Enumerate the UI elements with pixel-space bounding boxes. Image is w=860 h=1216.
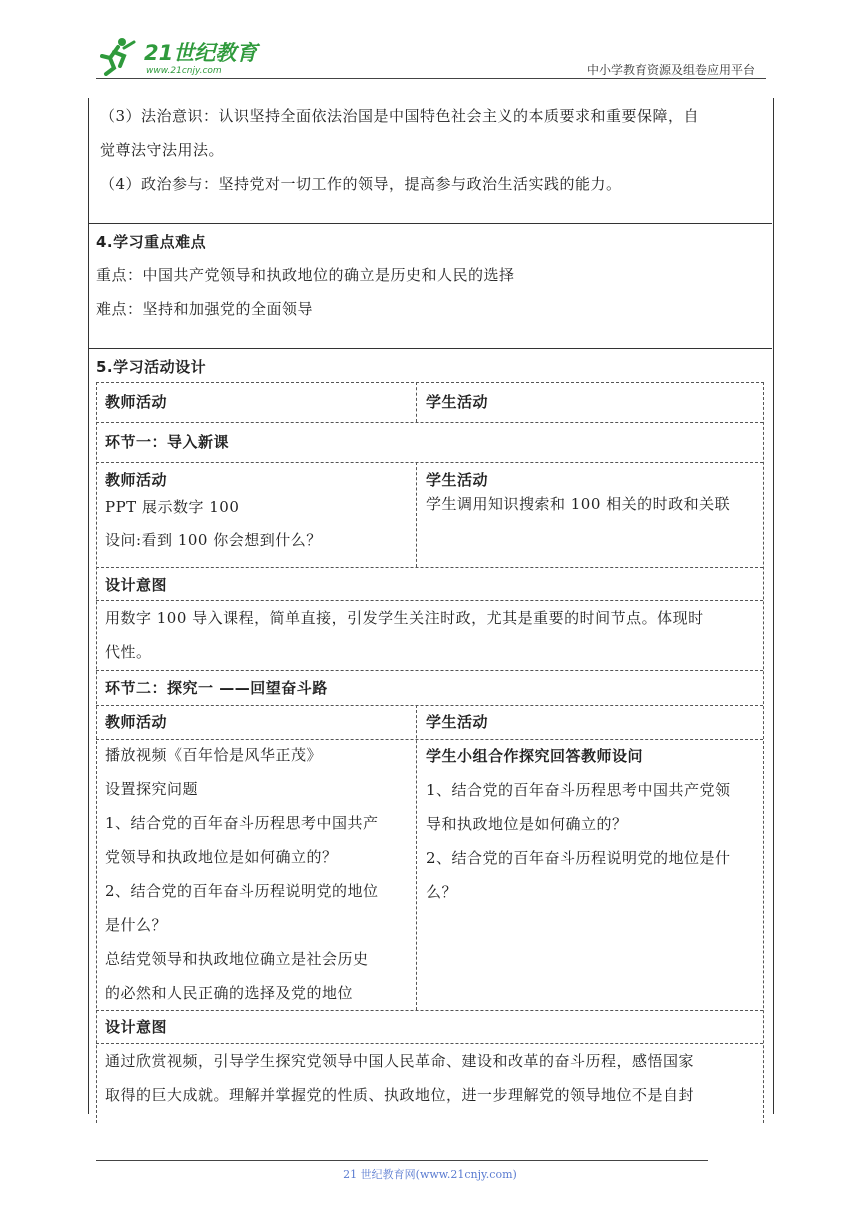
stage1-teacher-label: 教师活动 — [105, 471, 168, 489]
footer-link[interactable]: 21 世纪教育网(www.21cnjy.com) — [343, 1168, 517, 1181]
activity-divider — [96, 567, 763, 568]
key-point: 重点：中国共产党领导和执政地位的确立是历史和人民的选择 — [96, 266, 515, 284]
stage2-teacher-line: 党领导和执政地位是如何确立的？ — [105, 848, 338, 866]
table-divider — [88, 348, 772, 349]
stage2-intent-label: 设计意图 — [105, 1018, 168, 1036]
section5-title: 5.学习活动设计 — [96, 358, 207, 376]
footer-divider — [96, 1160, 708, 1161]
stage1-title: 环节一：导入新课 — [105, 433, 230, 451]
stage2-student-title: 学生小组合作探究回答教师设问 — [426, 747, 644, 765]
activity-divider — [96, 1043, 763, 1044]
stage2-student-line: 么？ — [426, 883, 458, 901]
student-activity-header: 学生活动 — [426, 393, 489, 411]
stage2-intent-line: 通过欣赏视频，引导学生探究党领导中国人民革命、建设和改革的奋斗历程，感悟国家 — [105, 1052, 695, 1070]
logo-url-text: www.21cnjy.com — [146, 66, 222, 76]
runner-logo-icon — [102, 38, 134, 74]
stage2-student-line: 导和执政地位是如何确立的？ — [426, 815, 628, 833]
stage2-teacher-label: 教师活动 — [105, 713, 168, 731]
logo-main-text: 21世纪教育 — [144, 41, 258, 65]
teacher-activity-header: 教师活动 — [105, 393, 168, 411]
activity-divider — [96, 739, 763, 740]
stage2-student-label: 学生活动 — [426, 713, 489, 731]
column-divider — [416, 705, 417, 1010]
stage2-student-line: 1、结合党的百年奋斗历程思考中国共产党领 — [426, 781, 731, 799]
stage1-student-label: 学生活动 — [426, 471, 489, 489]
column-divider — [416, 382, 417, 422]
header-divider — [96, 78, 766, 79]
stage1-intent-line: 代性。 — [105, 643, 152, 661]
stage2-intent-line: 取得的巨大成就。理解并掌握党的性质、执政地位，进一步理解党的领导地位不是自封 — [105, 1086, 695, 1104]
section3-line: （4）政治参与：坚持党对一切工作的领导，提高参与政治生活实践的能力。 — [100, 175, 622, 193]
column-divider — [416, 462, 417, 567]
stage2-student-line: 2、结合党的百年奋斗历程说明党的地位是什 — [426, 849, 731, 867]
stage1-intent-label: 设计意图 — [105, 576, 168, 594]
stage2-title: 环节二：探究一 ——回望奋斗路 — [105, 679, 328, 697]
stage2-teacher-line: 设置探究问题 — [105, 780, 199, 798]
stage2-teacher-line: 2、结合党的百年奋斗历程说明党的地位 — [105, 882, 379, 900]
activity-divider — [96, 462, 763, 463]
stage2-teacher-line: 播放视频《百年恰是风华正茂》 — [105, 746, 323, 764]
stage2-teacher-line: 总结党领导和执政地位确立是社会历史 — [105, 950, 369, 968]
activity-divider — [96, 705, 763, 706]
activity-divider — [96, 670, 763, 671]
platform-name: 中小学教育资源及组卷应用平台 — [586, 63, 755, 77]
stage2-teacher-line: 是什么？ — [105, 916, 168, 934]
stage1-student-line: 学生调用知识搜索和 100 相关的时政和关联 — [426, 495, 731, 513]
stage1-teacher-line: PPT 展示数字 100 — [105, 498, 240, 516]
activity-divider — [96, 600, 763, 601]
stage1-teacher-line: 设问:看到 100 你会想到什么？ — [105, 531, 322, 549]
table-divider — [88, 223, 772, 224]
activity-divider — [96, 422, 763, 423]
activity-divider — [96, 1010, 763, 1011]
section4-title: 4.学习重点难点 — [96, 233, 207, 251]
stage2-teacher-line: 1、结合党的百年奋斗历程思考中国共产 — [105, 814, 379, 832]
section3-line: 觉尊法守法用法。 — [100, 141, 225, 159]
stage2-teacher-line: 的必然和人民正确的选择及党的地位 — [105, 984, 354, 1002]
site-logo[interactable] — [96, 36, 266, 76]
stage1-intent-line: 用数字 100 导入课程，简单直接，引发学生关注时政，尤其是重要的时间节点。体现时 — [105, 609, 704, 627]
section3-line: （3）法治意识：认识坚持全面依法治国是中国特色社会主义的本质要求和重要保障，自 — [100, 107, 700, 125]
difficult-point: 难点：坚持和加强党的全面领导 — [96, 300, 314, 318]
